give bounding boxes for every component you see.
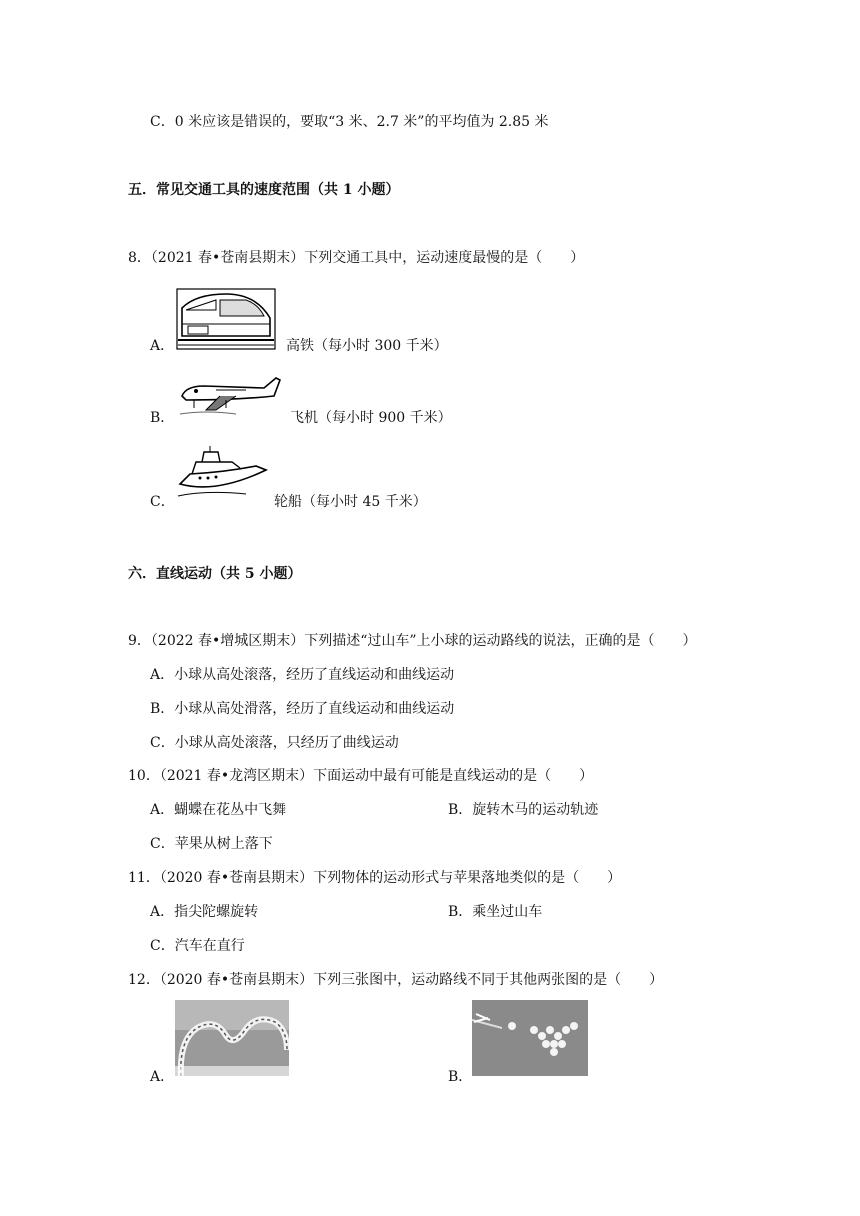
q11-option-b: B．乘坐过山车 <box>448 904 543 920</box>
q12-option-b-letter: B． <box>448 1069 473 1085</box>
section-heading-6: 六．直线运动（共 5 小题） <box>128 566 302 582</box>
q9-option-b: B．小球从高处滑落，经历了直线运动和曲线运动 <box>150 701 455 717</box>
q7-option-c: C．0 米应该是错误的，要取“3 米、2.7 米”的平均值为 2.85 米 <box>150 114 549 130</box>
q10-option-a: A．蝴蝶在花丛中飞舞 <box>150 802 287 818</box>
q9-stem: 9．（2022 春•增城区期末）下列描述“过山车”上小球的运动路线的说法，正确的是（ ） <box>128 633 697 649</box>
airplane-icon <box>176 370 282 420</box>
ship-icon <box>176 444 272 504</box>
q10-stem: 10．（2021 春•龙湾区期末）下面运动中最有可能是直线运动的是（ ） <box>128 768 594 784</box>
q10-option-c: C．苹果从树上落下 <box>150 836 273 852</box>
high-speed-train-icon <box>176 288 276 350</box>
q10-option-b: B．旋转木马的运动轨迹 <box>448 802 599 818</box>
q11-stem: 11．（2020 春•苍南县期末）下列物体的运动形式与苹果落地类似的是（ ） <box>128 870 622 886</box>
q8-stem: 8．（2021 春•苍南县期末）下列交通工具中，运动速度最慢的是（ ） <box>128 250 585 266</box>
q12-option-a-letter: A． <box>150 1069 175 1085</box>
q8-option-b-text: 飞机（每小时 900 千米） <box>290 410 452 426</box>
q8-option-a-letter: A． <box>150 338 175 354</box>
q11-option-a: A．指尖陀螺旋转 <box>150 904 259 920</box>
q8-option-b-letter: B． <box>150 410 175 426</box>
q8-option-a-text: 高铁（每小时 300 千米） <box>286 338 448 354</box>
q9-option-a: A．小球从高处滚落，经历了直线运动和曲线运动 <box>150 667 455 683</box>
q12-stem: 12．（2020 春•苍南县期末）下列三张图中，运动路线不同于其他两张图的是（ ） <box>128 972 664 988</box>
q11-option-c: C．汽车在直行 <box>150 938 245 954</box>
q8-option-c-text: 轮船（每小时 45 千米） <box>274 494 427 510</box>
billiards-photo-icon <box>472 1000 588 1076</box>
q9-option-c: C．小球从高处滚落，只经历了曲线运动 <box>150 735 399 751</box>
section-heading-5: 五．常见交通工具的速度范围（共 1 小题） <box>128 182 400 198</box>
roller-coaster-photo-icon <box>175 1000 289 1076</box>
q8-option-c-letter: C． <box>150 494 175 510</box>
